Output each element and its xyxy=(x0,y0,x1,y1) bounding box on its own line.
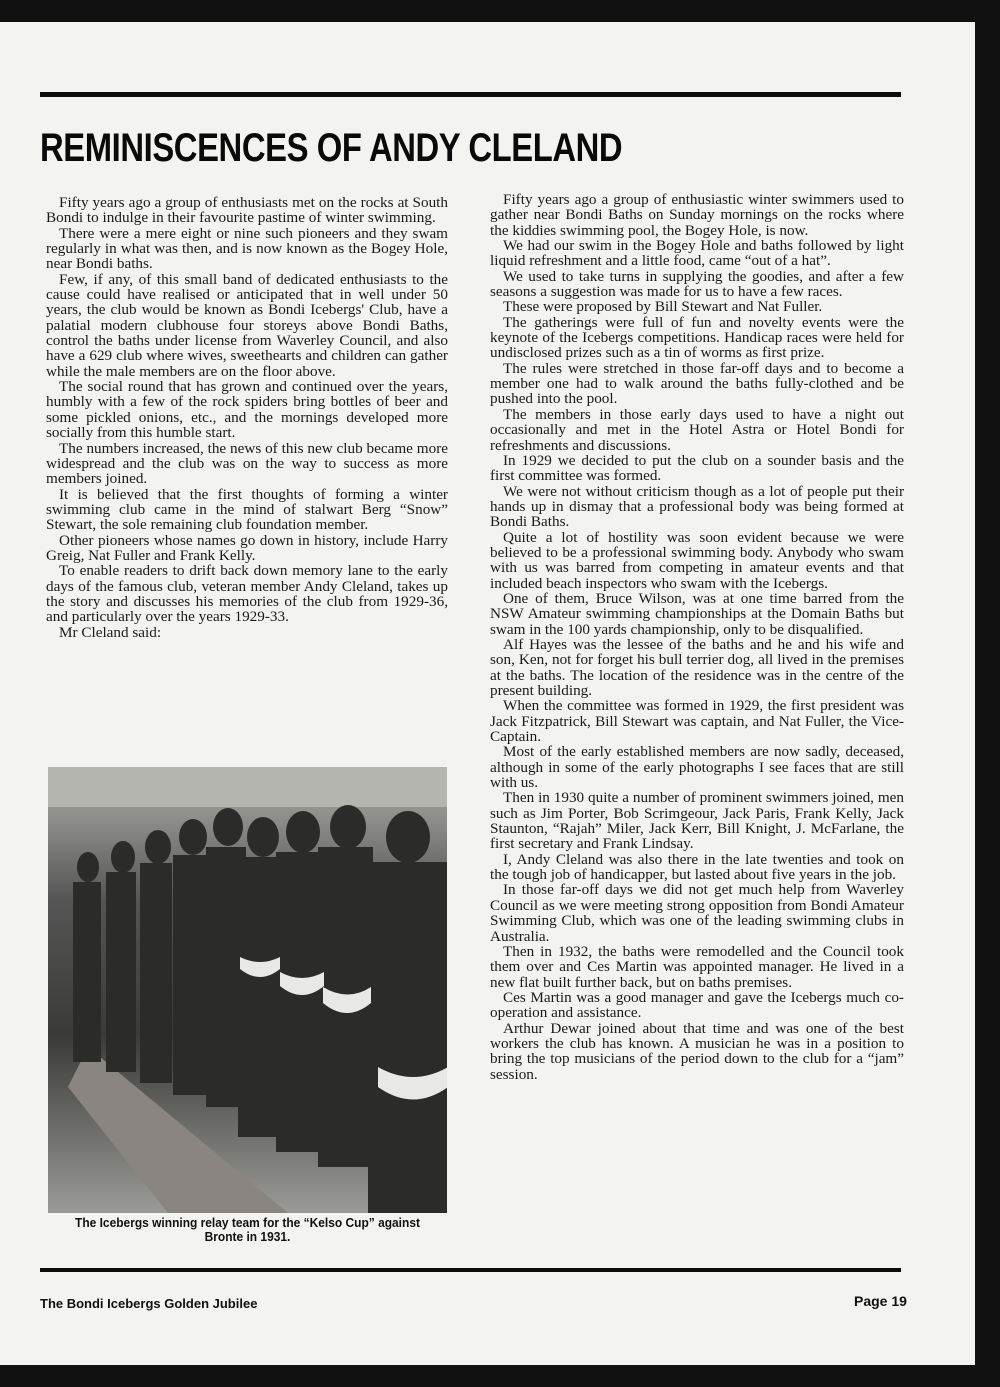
paragraph: There were a mere eight or nine such pioneers and they swam regularly in what was then, and is now known as the Bogey Hole, near Bondi baths. xyxy=(46,224,448,273)
paragraph: These were proposed by Bill Stewart and Nat Fuller. xyxy=(503,298,823,316)
paragraph: We used to take turns in supplying the goodies, and after a few seasons a suggestion was made for us to have a few races. xyxy=(490,267,904,301)
paragraph: Then in 1932, the baths were remodelled and the Council took them over and Ces Martin was appointed manager. He lived in a new flat built further back, but on baths premises. xyxy=(490,942,904,991)
right-column xyxy=(490,192,904,1082)
paragraph: Alf Hayes was the lessee of the baths and he and his wife and son, Ken, not for forget his bull terrier dog, all lived in the premises at the baths. The location of the residence was in the centre of the present building. xyxy=(490,635,904,699)
paragraph: Mr Cleland said: xyxy=(59,623,162,641)
photo-caption: The Icebergs winning relay team for the “Kelso Cup” against Bronte in 1931. xyxy=(75,1215,420,1244)
paragraph: I, Andy Cleland was also there in the late twenties and took on the tough job of handicapper, but lasted about five years in the job. xyxy=(490,850,904,884)
photo-illustration xyxy=(48,767,447,1213)
paragraph: When the committee was formed in 1929, the first president was Jack Fitzpatrick, Bill Stewart was captain, and Nat Fuller, the Vice-Captain. xyxy=(490,697,904,746)
paragraph: Arthur Dewar joined about that time and was one of the best workers the club has known. A musician he was in a position to bring the top musicians of the period down to the club for a “jam” session. xyxy=(490,1019,904,1083)
bottom-rule xyxy=(40,1268,901,1272)
paragraph: The rules were stretched in those far-off days and to become a member one had to walk around the baths fully-clothed and be pushed into the pool. xyxy=(490,359,904,408)
paragraph: Then in 1930 quite a number of prominent swimmers joined, men such as Jim Porter, Bob Scrimgeour, Jack Paris, Frank Kelly, Jack Staunton, “Rajah” Miler, Jack Kerr, Bill Knight, J. McFarlane, the first secretary and Frank Lindsay. xyxy=(490,789,904,853)
paragraph: The members in those early days used to have a night out occasionally and met in the Hotel Astra or Hotel Bondi for refreshments and discussions. xyxy=(490,405,904,454)
publication-name: The Bondi Icebergs Golden Jubilee xyxy=(40,1296,258,1311)
paragraph: The numbers increased, the news of this new club became more widespread and the club was on the way to success as more members joined. xyxy=(46,439,448,488)
paragraph: Ces Martin was a good manager and gave the Icebergs much co-operation and assistance. xyxy=(490,988,904,1022)
paragraph: We had our swim in the Bogey Hole and baths followed by light liquid refreshment and a little food, came “out of a hat”. xyxy=(490,237,904,270)
paragraph: The social round that has grown and continued over the years, humbly with a few of the rock spiders bring bottles of beer and some pickled onions, etc., and the mornings developed more socially from this humble start. xyxy=(46,378,448,442)
paragraph: Other pioneers whose names go down in history, include Harry Greig, Nat Fuller and Frank Kelly. xyxy=(46,531,448,564)
paragraph: One of them, Bruce Wilson, was at one time barred from the NSW Amateur swimming championships at the Domain Baths but swam in the 100 yards championship, only to be disqualified. xyxy=(490,589,904,638)
paragraph: We were not without criticism though as a lot of people put their hands up in dismay that a professional body was being formed at Bondi Baths. xyxy=(490,482,904,531)
paragraph: The gatherings were full of fun and novelty events were the keynote of the Icebergs competitions. Handicap races were held for undisclosed prizes such as a tin of worms as first prize. xyxy=(490,313,904,362)
top-rule xyxy=(40,92,901,97)
paragraph: Fifty years ago a group of enthusiasts met on the rocks at South Bondi to indulge in their favourite pastime of winter swimming. xyxy=(46,194,448,227)
page-number: Page 19 xyxy=(854,1293,907,1309)
paragraph: It is believed that the first thoughts of forming a winter swimming club came in the mind of stalwart Berg “Snow” Stewart, the sole remaining club foundation member. xyxy=(46,485,448,534)
paragraph: Fifty years ago a group of enthusiastic winter swimmers used to gather near Bondi Baths on Sunday mornings on the rocks where the kiddies swimming pool, the Bogey Hole, is now. xyxy=(490,191,904,239)
paragraph: In those far-off days we did not get much help from Waverley Council as we were meeting strong opposition from Bondi Amateur Swimming Club, which was one of the leading swimming clubs in Australia. xyxy=(490,881,904,945)
left-column xyxy=(46,195,448,640)
paragraph: Few, if any, of this small band of dedicated enthusiasts to the cause could have realised or anticipated that in well under 50 years, the club would be known as Bondi Icebergs' Club, have a palatial modern clubhouse four storeys above Bondi Baths, control the baths under license from Waverley Council, and also have a 629 club where wives, sweethearts and children can gather while the male members are on the floor above. xyxy=(46,270,448,380)
paragraph: In 1929 we decided to put the club on a sounder basis and the first committee was formed. xyxy=(490,451,904,485)
relay-team-photo xyxy=(48,767,447,1213)
paragraph: Quite a lot of hostility was soon evident because we were believed to be a professional swimming body. Anybody who swam with us was barred from competing in amateur events and that included beach inspectors who swam with the Icebergs. xyxy=(490,528,904,592)
paragraph: To enable readers to drift back down memory lane to the early days of the famous club, veteran member Andy Cleland, takes up the story and discusses his memories of the club from 1929-36, and particularly over the years 1929-33. xyxy=(46,562,448,626)
article-title: REMINISCENCES OF ANDY CLELAND xyxy=(40,126,623,170)
paragraph: Most of the early established members are now sadly, deceased, although in some of the early photographs I see faces that are still with us. xyxy=(490,743,904,792)
